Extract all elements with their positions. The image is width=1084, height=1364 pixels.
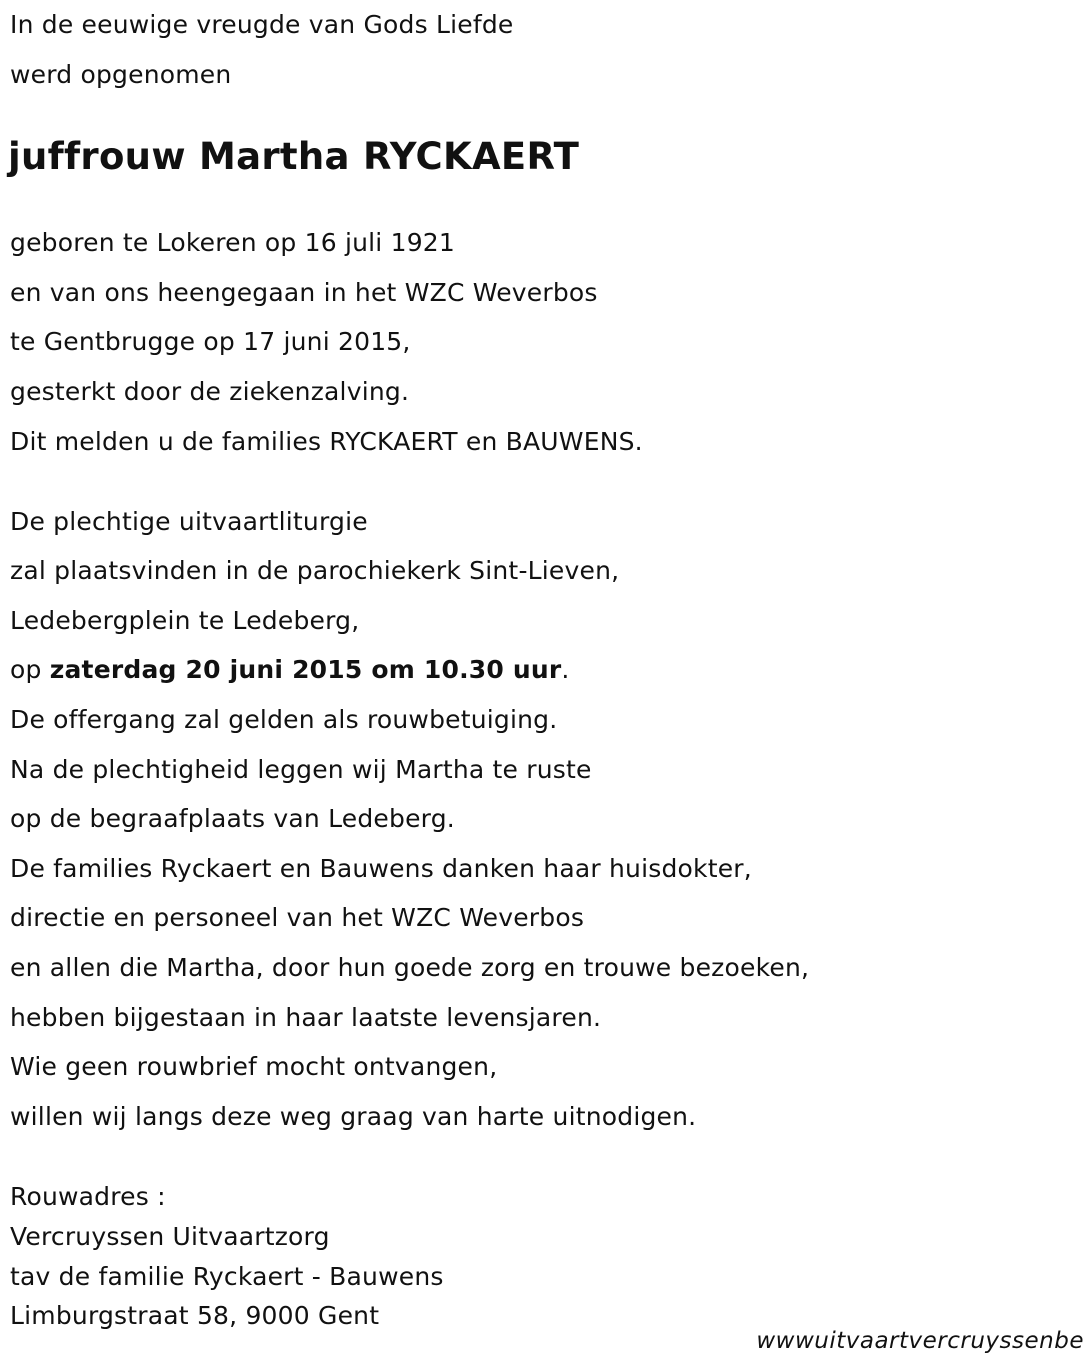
address-line-3: Limburgstraat 58, 9000 Gent <box>10 1301 380 1330</box>
invitation-line-2: willen wij langs deze weg graag van harte uitnodigen. <box>10 1102 697 1131</box>
ceremony-line-3: Ledebergplein te Ledeberg, <box>10 606 360 635</box>
death-place-date-line: te Gentbrugge op 17 juni 2015, <box>10 327 411 356</box>
deceased-name-title: juffrouw Martha RYCKAERT <box>8 135 580 178</box>
address-line-1: Vercruyssen Uitvaartzorg <box>10 1222 330 1251</box>
thanks-line-3: en allen die Martha, door hun goede zorg en trouwe bezoeken, <box>10 953 810 982</box>
invitation-line-1: Wie geen rouwbrief mocht ontvangen, <box>10 1052 498 1081</box>
ceremony-date-prefix: op <box>10 655 50 684</box>
thanks-line-4: hebben bijgestaan in haar laatste levensjaren. <box>10 1003 602 1032</box>
offering-line: De offergang zal gelden als rouwbetuiging. <box>10 705 558 734</box>
address-line-2: tav de familie Ryckaert - Bauwens <box>10 1262 444 1291</box>
burial-line-1: Na de plechtigheid leggen wij Martha te ruste <box>10 755 592 784</box>
ceremony-date-suffix: . <box>561 655 570 684</box>
address-label: Rouwadres : <box>10 1182 166 1211</box>
death-line: en van ons heengegaan in het WZC Weverbos <box>10 278 598 307</box>
funeral-home-website: wwwuitvaartvercruyssenbe <box>756 1328 1084 1354</box>
thanks-line-2: directie en personeel van het WZC Weverbos <box>10 903 585 932</box>
birth-line-1: geboren te Lokeren op 16 juli 1921 <box>10 228 456 257</box>
thanks-line-1: De families Ryckaert en Bauwens danken haar huisdokter, <box>10 854 752 883</box>
burial-line-2: op de begraafplaats van Ledeberg. <box>10 804 455 833</box>
families-announce-line: Dit melden u de families RYCKAERT en BAUWENS. <box>10 427 643 456</box>
ceremony-line-1: De plechtige uitvaartliturgie <box>10 507 368 536</box>
intro-line-1: In de eeuwige vreugde van Gods Liefde <box>10 10 514 39</box>
ceremony-date-line <box>10 655 570 685</box>
sacrament-line: gesterkt door de ziekenzalving. <box>10 377 410 406</box>
ceremony-date-bold: zaterdag 20 juni 2015 om 10.30 uur <box>49 655 562 684</box>
ceremony-line-2: zal plaatsvinden in de parochiekerk Sint-Lieven, <box>10 556 620 585</box>
intro-line-2: werd opgenomen <box>10 60 232 89</box>
